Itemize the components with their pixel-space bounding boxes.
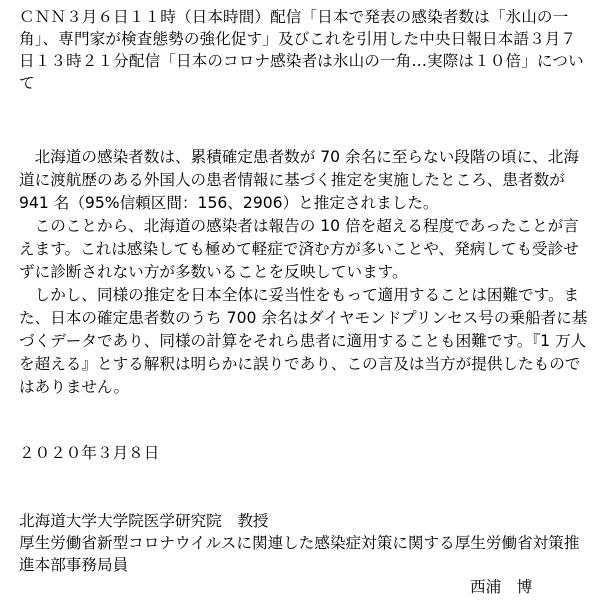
document-title: ＣＮＮ３月６日１１時（日本時間）配信「日本で発表の感染者数は「氷山の一角」、専門家が検査態勢の強化促す」及びこれを引用した中央日報日本語３月７日１３時２１分配信「日本のコロナ感染者は氷山の一角…実際は１０倍」について — [19, 8, 584, 92]
document-date: ２０２０年３月８日 — [19, 444, 160, 462]
author-affiliation — [19, 510, 591, 576]
affiliation-line-ministry: 厚生労働省新型コロナウイルスに関連した感染症対策に関する厚生労働省対策推進本部事務局員 — [19, 534, 580, 574]
affiliation-line-university: 北海道大学大学院医学研究院 教授 — [19, 512, 269, 530]
paragraph-hokkaido-estimate: 北海道の感染者数は、累積確定患者数が 70 余名に至らない段階の頃に、北海道に渡航歴のある外国人の患者情報に基づく推定を実施したところ、患者数が 941 名（95%信頼区間：156、2906）と推定されました。 — [19, 148, 579, 212]
author-name: 西浦 博 — [470, 578, 533, 596]
document-body — [19, 146, 591, 399]
paragraph-japan-applicability: しかし、同様の推定を日本全体に妥当性をもって適用することは困難です。また、日本の確定患者数のうち 700 余名はダイヤモンドプリンセス号の乗船者に基づくデータであり、同様の計算をそれら患者に適用することも困難です。『1 万人を超える』とする解釈は明らかに誤りであり、この言及は当方が提供したものではありません。 — [19, 286, 588, 396]
paragraph-tenfold-conclusion: このことから、北海道の感染者は報告の 10 倍を超える程度であったことが言えます。これは感染しても極めて軽症で済む方が多いことや、発病しても受診せずに診断されない方が多数いることを反映しています。 — [19, 217, 579, 281]
